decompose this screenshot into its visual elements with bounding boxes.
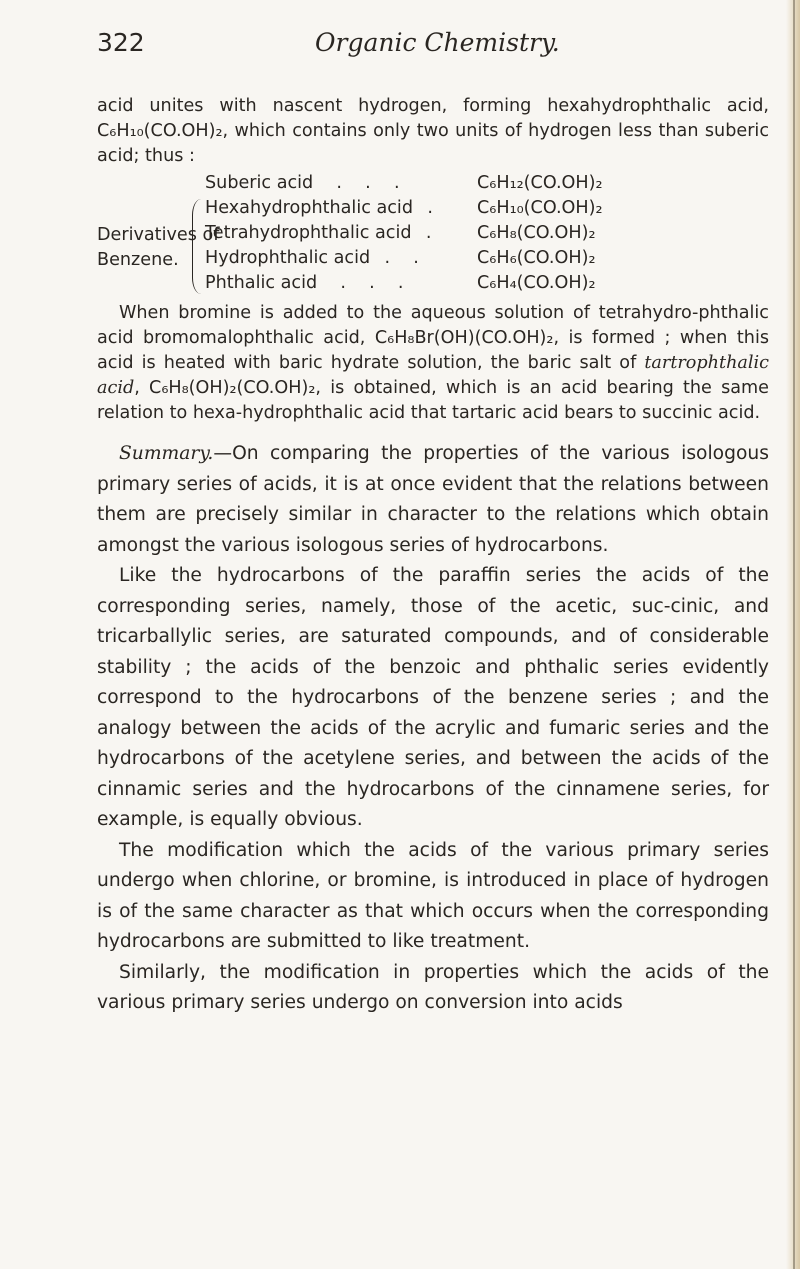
bromine-paragraph xyxy=(97,301,769,426)
table-row xyxy=(97,248,769,272)
side-label-line1: Derivatives of xyxy=(97,225,220,245)
page-edge-line xyxy=(793,0,795,1269)
page-number: 322 xyxy=(97,28,145,57)
tartrophthalic-acid-term: tartrophthalic acid xyxy=(97,353,769,398)
side-label-line2: Benzene. xyxy=(97,250,179,270)
summary-paragraph xyxy=(97,439,769,561)
acid-formula: C₆H₈(CO.OH)₂ xyxy=(477,223,596,243)
similarly-paragraph: Similarly, the modification in properties which the acids of the various primary series undergo on conversion into acids xyxy=(97,961,769,1013)
table-row xyxy=(97,198,769,222)
acid-formula: C₆H₁₂(CO.OH)₂ xyxy=(477,173,603,193)
paraffin-paragraph: Like the hydrocarbons of the paraffin series the acids of the corresponding series, namely, those of the acetic, suc-cinic, and tricarballylic series, are saturated compounds, and of considerable stability ; the acids of the benzoic and phthalic series evidently correspond to the hydrocarbons of the benzene series ; and the analogy between the acids of the acrylic and fumaric series and the hydrocarbons of the acetylene series, and between the acids of the cinnamic series and the hydrocarbons of the cinnamene series, for example, is equally obvious. xyxy=(97,565,769,830)
acid-formula: C₆H₄(CO.OH)₂ xyxy=(477,273,596,293)
summary-text: —On comparing the properties of the various isologous primary series of acids, it is at once evident that the relations between them are precisely similar in character to the relations which obtain amongst the various isologous series of hydrocarbons. xyxy=(97,443,769,556)
running-head: Organic Chemistry. xyxy=(315,28,560,57)
acid-name: Hexahydrophthalic acid . xyxy=(205,198,433,218)
intro-paragraph: acid unites with nascent hydrogen, forming hexahydrophthalic acid, C₆H₁₀(CO.OH)₂, which contains only two units of hydrogen less than suberic acid; thus : xyxy=(97,96,769,166)
acid-formula: C₆H₆(CO.OH)₂ xyxy=(477,248,596,268)
table-row xyxy=(97,273,769,297)
acid-name: Tetrahydrophthalic acid . xyxy=(205,223,432,243)
acid-name: Hydrophthalic acid . . xyxy=(205,248,419,268)
acid-table xyxy=(97,171,769,301)
acid-formula: C₆H₁₀(CO.OH)₂ xyxy=(477,198,603,218)
page-header xyxy=(97,28,757,68)
bromine-text-after: , C₆H₈(OH)₂(CO.OH)₂, is obtained, which is an acid bearing the same relation to hexa-hydrophthalic acid that tartaric acid bears to succinic acid. xyxy=(97,378,769,423)
modification-paragraph: The modification which the acids of the various primary series undergo when chlorine, or bromine, is introduced in place of hydrogen is of the same character as that which occurs when the corresponding hydrocarbons are submitted to like treatment. xyxy=(97,839,769,952)
table-row xyxy=(97,223,769,247)
table-row xyxy=(97,173,769,197)
acid-name: Phthalic acid . . . xyxy=(205,273,404,293)
acid-name: Suberic acid . . . xyxy=(205,173,400,193)
bromine-text-before: When bromine is added to the aqueous solution of tetrahydro-phthalic acid bromomalophthalic acid, C₆H₈Br(OH)(CO.OH)₂, is formed ; when this acid is heated with baric hydrate solution, the baric salt of xyxy=(97,303,769,373)
summary-label: Summary. xyxy=(119,443,214,464)
page-body xyxy=(97,94,769,1019)
